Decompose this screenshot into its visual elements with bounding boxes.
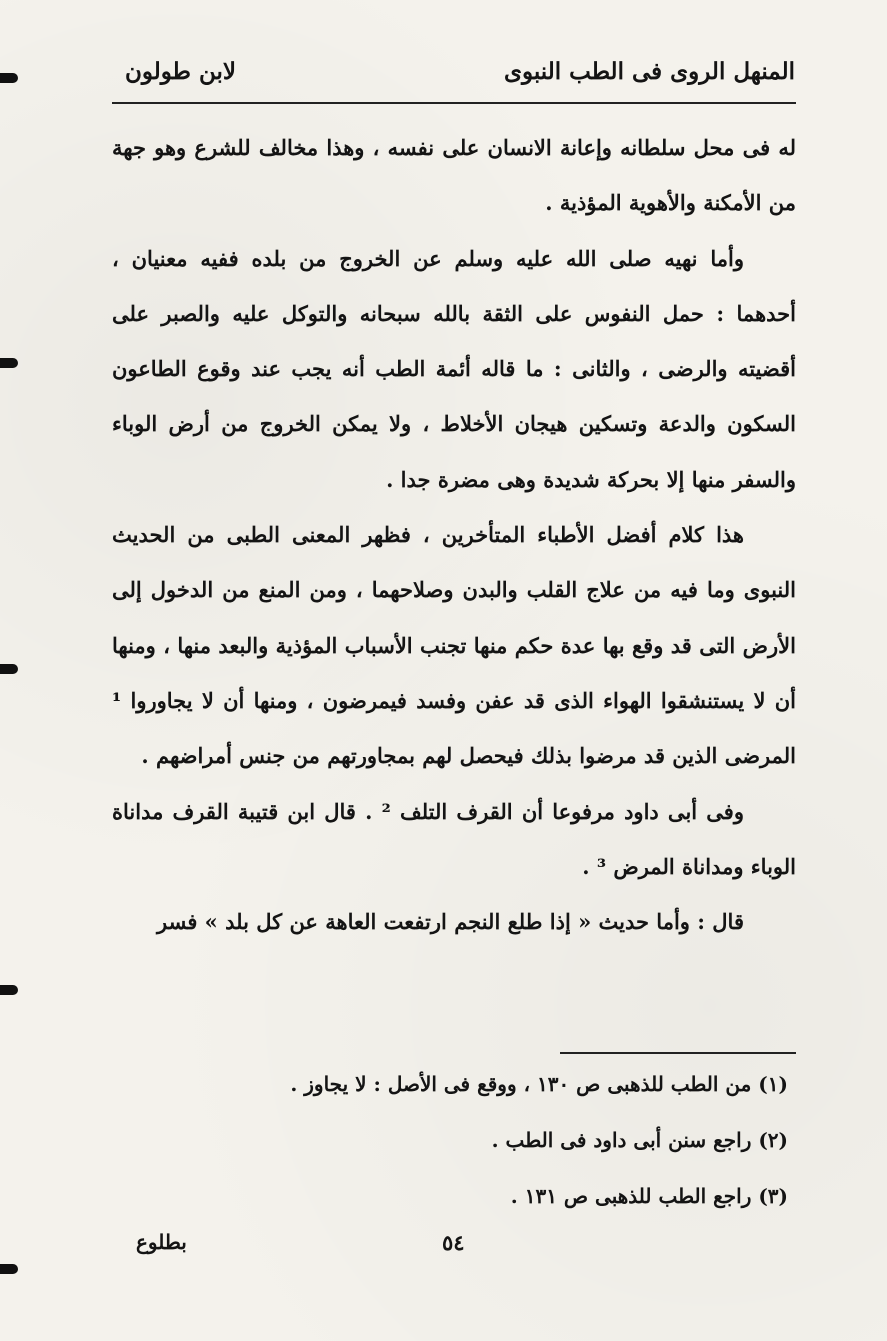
- header-rule: [112, 102, 796, 104]
- page-footer: [112, 1230, 796, 1270]
- page-number: ٥٤: [442, 1230, 465, 1255]
- margin-mark: [0, 358, 18, 368]
- margin-mark: [0, 1264, 18, 1274]
- footnote-rule: [560, 1052, 796, 1054]
- paragraph: هذا كلام أفضل الأطباء المتأخرين ، فظهر المعنى الطبى من الحديث النبوى وما فيه من علاج القلب والبدن وصلاحهما ، ومن المنع من الدخول إلى الأرض التى قد وقع بها عدة حكم منها تجنب الأسباب المؤذية والبعد منها ، ومنها أن لا يستنشقوا الهواء الذى قد عفن وفسد فيمرضون ، ومنها أن لا يجاوروا ¹ المرضى الذين قد مرضوا بذلك فيحصل لهم بمجاورتهم من جنس أمراضهم .: [112, 522, 796, 769]
- paragraph: وأما نهيه صلى الله عليه وسلم عن الخروج من بلده ففيه معنيان ، أحدهما : حمل النفوس على الثقة بالله سبحانه والتوكل عليه والصبر على أقضيته والرضى ، والثانى : ما قاله أئمة الطب أنه يجب عند وقوع الطاعون السكون والدعة وتسكين هيجان الأخلاط ، ولا يمكن الخروج من أرض الوباء والسفر منها إلا بحركة شديدة وهى مضرة جدا .: [112, 245, 796, 492]
- running-author: لابن طولون: [125, 58, 237, 85]
- margin-mark: [0, 73, 18, 83]
- running-title: المنهل الروى فى الطب النبوى: [503, 58, 795, 85]
- margin-mark: [0, 664, 18, 674]
- paragraph: له فى محل سلطانه وإعانة الانسان على نفسه ، وهذا مخالف للشرع وهو جهة من الأمكنة والأهوية المؤذية .: [112, 135, 796, 216]
- running-header: [115, 50, 795, 102]
- main-text: [112, 120, 796, 949]
- paragraph: وفى أبى داود مرفوعا أن القرف التلف ² . قال ابن قتيبة القرف مداناة الوباء ومداناة المرض ³ .: [112, 798, 796, 879]
- margin-mark: [0, 985, 18, 995]
- footnotes: [112, 1056, 796, 1224]
- footnote: (٣) راجع الطب للذهبى ص ١٣١ .: [510, 1184, 788, 1208]
- footnote: (١) من الطب للذهبى ص ١٣٠ ، ووقع فى الأصل : لا يجاوز .: [290, 1072, 788, 1096]
- footnote: (٢) راجع سنن أبى داود فى الطب .: [491, 1128, 788, 1152]
- paragraph: قال : وأما حديث « إذا طلع النجم ارتفعت العاهة عن كل بلد » فسر: [157, 909, 744, 935]
- printer-mark: بطلوع: [136, 1230, 187, 1254]
